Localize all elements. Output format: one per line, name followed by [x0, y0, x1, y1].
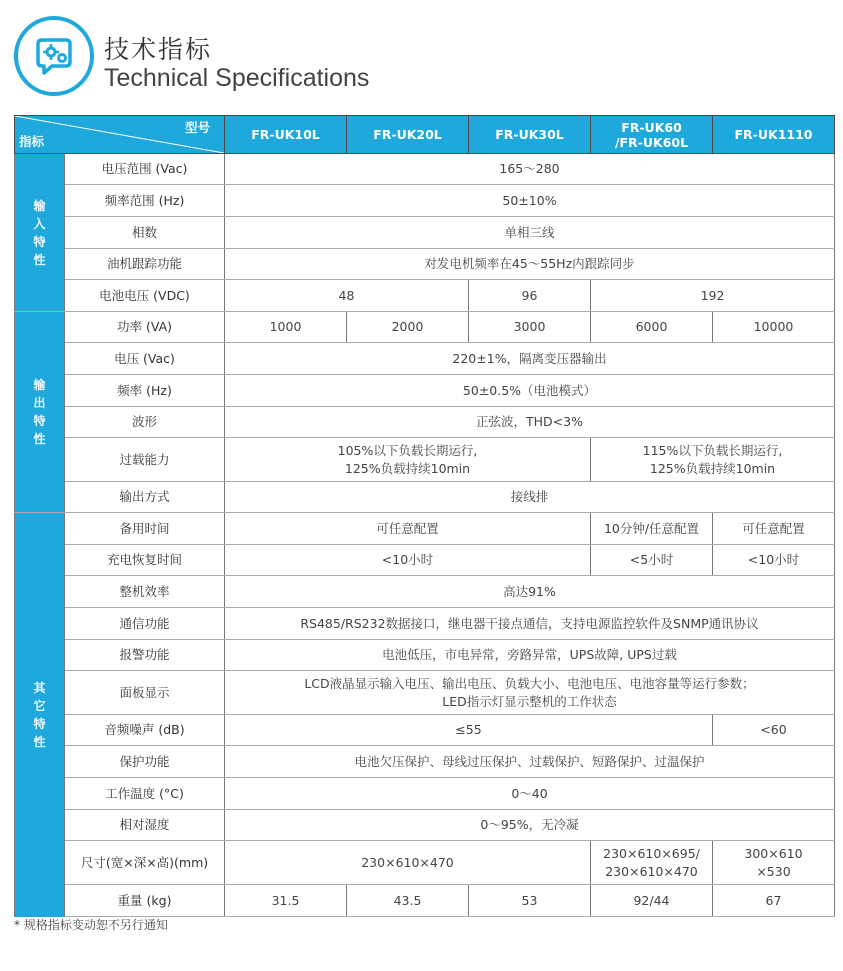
- row-value: 220±1%，隔离变压器输出: [225, 343, 835, 375]
- table-row: [15, 746, 835, 778]
- page-title-cn: 技术指标: [104, 35, 213, 64]
- row-label: 充电恢复时间: [65, 545, 225, 576]
- group-label-input: 输入特性: [15, 154, 65, 312]
- table-row: [15, 407, 835, 438]
- row-value: <60: [713, 715, 835, 746]
- table-row: [15, 513, 835, 545]
- row-label: 工作温度 (°C): [65, 778, 225, 810]
- model-header: FR-UK10L: [225, 116, 347, 154]
- table-row: [15, 640, 835, 671]
- row-label: 通信功能: [65, 608, 225, 640]
- table-header-row: [15, 116, 835, 154]
- row-value: 正弦波，THD<3%: [225, 407, 835, 438]
- row-label: 整机效率: [65, 576, 225, 608]
- row-label: 音频噪声 (dB): [65, 715, 225, 746]
- row-value: 31.5: [225, 885, 347, 917]
- row-label: 重量 (kg): [65, 885, 225, 917]
- table-row: [15, 671, 835, 715]
- row-label: 面板显示: [65, 671, 225, 715]
- row-value: 电池欠压保护、母线过压保护、过载保护、短路保护、过温保护: [225, 746, 835, 778]
- row-value: ≤55: [225, 715, 713, 746]
- row-value: 10分钟/任意配置: [591, 513, 713, 545]
- row-label: 输出方式: [65, 482, 225, 513]
- table-row: [15, 885, 835, 917]
- row-value: 3000: [469, 312, 591, 343]
- model-header: FR-UK20L: [347, 116, 469, 154]
- group-label-output: 输出特性: [15, 312, 65, 513]
- row-value: 50±10%: [225, 185, 835, 217]
- row-value: 92/44: [591, 885, 713, 917]
- row-label: 油机跟踪功能: [65, 249, 225, 280]
- table-row: [15, 545, 835, 576]
- table-row: [15, 482, 835, 513]
- row-value: 可任意配置: [225, 513, 591, 545]
- table-row: [15, 249, 835, 280]
- row-value: 300×610 ×530: [713, 841, 835, 885]
- group-label-other: 其它特性: [15, 513, 65, 917]
- table-row: [15, 185, 835, 217]
- row-value: 1000: [225, 312, 347, 343]
- row-label: 电压 (Vac): [65, 343, 225, 375]
- table-row: [15, 438, 835, 482]
- table-row: [15, 343, 835, 375]
- row-value: 10000: [713, 312, 835, 343]
- row-value: 115%以下负载长期运行, 125%负载持续10min: [591, 438, 835, 482]
- model-header: FR-UK30L: [469, 116, 591, 154]
- row-value: 165～280: [225, 154, 835, 185]
- header-corner-cell: [15, 116, 225, 154]
- table-row: [15, 810, 835, 841]
- model-header: FR-UK1110: [713, 116, 835, 154]
- row-value: 50±0.5%（电池模式）: [225, 375, 835, 407]
- row-label: 电压范围 (Vac): [65, 154, 225, 185]
- row-value: 43.5: [347, 885, 469, 917]
- row-label: 波形: [65, 407, 225, 438]
- page-title-en: Technical Specifications: [104, 64, 370, 92]
- row-value: 可任意配置: [713, 513, 835, 545]
- row-label: 备用时间: [65, 513, 225, 545]
- model-header: FR-UK60 /FR-UK60L: [591, 116, 713, 154]
- table-row: [15, 608, 835, 640]
- row-value: 单相三线: [225, 217, 835, 249]
- row-value: <10小时: [225, 545, 591, 576]
- row-value: 对发电机频率在45～55Hz内跟踪同步: [225, 249, 835, 280]
- row-value: 2000: [347, 312, 469, 343]
- table-row: [15, 217, 835, 249]
- gear-screen-icon: [14, 16, 94, 96]
- row-value: 0～95%，无冷凝: [225, 810, 835, 841]
- row-value: <10小时: [713, 545, 835, 576]
- row-label: 过载能力: [65, 438, 225, 482]
- row-value: 105%以下负载长期运行, 125%负载持续10min: [225, 438, 591, 482]
- table-row: [15, 375, 835, 407]
- row-label: 频率范围 (Hz): [65, 185, 225, 217]
- row-label: 报警功能: [65, 640, 225, 671]
- row-value: 6000: [591, 312, 713, 343]
- footnote: * 规格指标变动恕不另行通知: [14, 918, 168, 932]
- table-row: [15, 576, 835, 608]
- row-label: 保护功能: [65, 746, 225, 778]
- row-label: 频率 (Hz): [65, 375, 225, 407]
- row-label: 相对湿度: [65, 810, 225, 841]
- row-value: 电池低压，市电异常，旁路异常，UPS故障, UPS过载: [225, 640, 835, 671]
- row-label: 尺寸(宽×深×高)(mm): [65, 841, 225, 885]
- page-header: [14, 16, 834, 102]
- table-row: [15, 154, 835, 185]
- table-row: [15, 312, 835, 343]
- row-value: 48: [225, 280, 469, 312]
- corner-model-label: 型号: [184, 120, 210, 135]
- row-value: 192: [591, 280, 835, 312]
- row-value: 67: [713, 885, 835, 917]
- table-row: [15, 715, 835, 746]
- row-value: <5小时: [591, 545, 713, 576]
- row-label: 相数: [65, 217, 225, 249]
- table-row: [15, 280, 835, 312]
- row-value: 230×610×695/ 230×610×470: [591, 841, 713, 885]
- corner-metric-label: 指标: [19, 134, 45, 149]
- table-row: [15, 841, 835, 885]
- row-value: 53: [469, 885, 591, 917]
- spec-table: [14, 115, 835, 917]
- row-value: 96: [469, 280, 591, 312]
- row-value: 230×610×470: [225, 841, 591, 885]
- row-value: RS485/RS232数据接口，继电器干接点通信，支持电源监控软件及SNMP通讯协议: [225, 608, 835, 640]
- row-value: 0～40: [225, 778, 835, 810]
- row-value: 高达91%: [225, 576, 835, 608]
- table-row: [15, 778, 835, 810]
- row-label: 功率 (VA): [65, 312, 225, 343]
- row-value: LCD液晶显示输入电压、输出电压、负载大小、电池电压、电池容量等运行参数； LED指示灯显示整机的工作状态: [225, 671, 835, 715]
- row-value: 接线排: [225, 482, 835, 513]
- row-label: 电池电压 (VDC): [65, 280, 225, 312]
